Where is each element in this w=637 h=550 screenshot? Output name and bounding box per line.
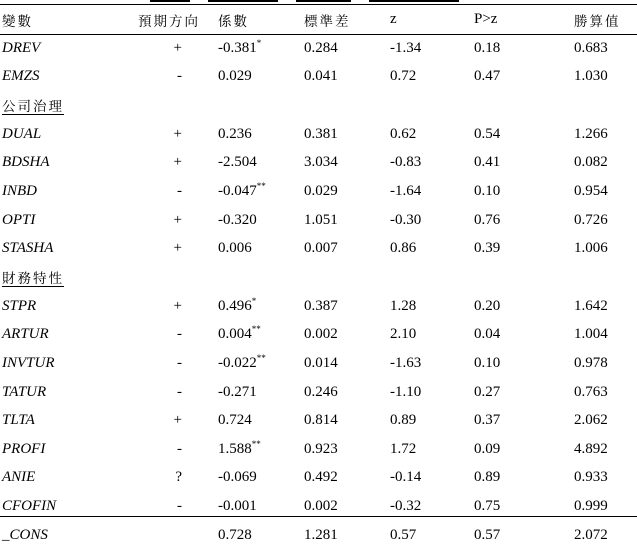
z-cell: 0.72 (390, 68, 417, 85)
p-value-cell: 0.76 (474, 211, 501, 228)
header-std-error: 標準差 (304, 13, 351, 30)
expected-sign-cell: + (173, 154, 182, 171)
coefficient-value: 0.029 (218, 68, 252, 85)
std-error-cell: 0.007 (304, 240, 338, 257)
z-cell: -1.63 (390, 354, 422, 371)
coefficient-cell (218, 320, 304, 349)
z-cell: 0.89 (390, 412, 417, 429)
significance-marker: ** (256, 352, 266, 363)
coefficient-cell (218, 120, 304, 149)
section-row (0, 263, 637, 292)
cropped-caption-remnant (150, 0, 490, 3)
odds-ratio-cell: 0.683 (574, 39, 608, 56)
expected-sign-cell: - (177, 440, 182, 457)
coefficient-value: -0.069 (218, 469, 257, 486)
std-error-cell: 0.284 (304, 39, 338, 56)
significance-marker: ** (251, 438, 261, 449)
table-row (0, 206, 637, 235)
std-error-cell: 0.002 (304, 326, 338, 343)
table-row (0, 521, 637, 550)
p-value-cell: 0.57 (474, 526, 501, 543)
std-error-cell: 0.002 (304, 498, 338, 515)
expected-sign-cell: + (173, 39, 182, 56)
variable-cell: ARTUR (2, 326, 49, 343)
p-value-cell: 0.41 (474, 154, 501, 171)
odds-ratio-cell: 0.082 (574, 154, 608, 171)
coefficient-cell (218, 349, 304, 378)
variable-cell: TLTA (2, 412, 35, 429)
z-cell: 1.28 (390, 297, 417, 314)
odds-ratio-cell: 1.266 (574, 125, 608, 142)
coefficient-cell (218, 177, 304, 206)
variable-cell: _CONS (2, 526, 48, 543)
variable-cell: STASHA (2, 240, 54, 257)
p-value-cell: 0.39 (474, 240, 501, 257)
coefficient-value: 0.728 (218, 526, 252, 543)
table-header-row (0, 5, 637, 34)
z-cell: 0.86 (390, 240, 417, 257)
section-label: 財務特性 (2, 270, 64, 287)
coefficient-cell (218, 435, 304, 464)
z-cell: 2.10 (390, 326, 417, 343)
coefficient-cell (218, 464, 304, 493)
coefficient-value: -0.001 (218, 498, 257, 515)
expected-sign-cell: - (177, 68, 182, 85)
coefficient-cell (218, 149, 304, 178)
std-error-cell: 0.014 (304, 354, 338, 371)
p-value-cell: 0.37 (474, 412, 501, 429)
expected-sign-cell: + (173, 297, 182, 314)
table-body (0, 34, 637, 550)
z-cell: -1.10 (390, 383, 422, 400)
z-cell: 1.72 (390, 440, 417, 457)
std-error-cell: 0.381 (304, 125, 338, 142)
p-value-cell: 0.75 (474, 498, 501, 515)
odds-ratio-cell: 2.072 (574, 526, 608, 543)
odds-ratio-cell: 1.006 (574, 240, 608, 257)
expected-sign-cell: - (177, 498, 182, 515)
odds-ratio-cell: 0.954 (574, 183, 608, 200)
expected-sign-cell (102, 521, 218, 550)
table-row (0, 464, 637, 493)
section-label: 公司治理 (2, 99, 64, 116)
std-error-cell: 3.034 (304, 154, 338, 171)
table-row (0, 320, 637, 349)
odds-ratio-cell: 1.030 (574, 68, 608, 85)
variable-cell: STPR (2, 297, 37, 314)
table-row (0, 378, 637, 407)
z-cell: -0.30 (390, 211, 422, 228)
coefficient-cell (218, 63, 304, 92)
odds-ratio-cell: 1.004 (574, 326, 608, 343)
significance-marker: * (256, 37, 262, 48)
std-error-cell: 1.281 (304, 526, 338, 543)
section-row (0, 91, 637, 120)
odds-ratio-cell: 0.933 (574, 469, 608, 486)
variable-cell: PROFI (2, 440, 46, 457)
header-variable: 變數 (2, 13, 33, 30)
variable-cell: EMZS (2, 68, 40, 85)
p-value-cell: 0.20 (474, 297, 501, 314)
expected-sign-cell: - (177, 183, 182, 200)
coefficient-cell (218, 234, 304, 263)
p-value-cell: 0.89 (474, 469, 501, 486)
variable-cell: DUAL (2, 125, 42, 142)
std-error-cell: 0.492 (304, 469, 338, 486)
header-expected-sign: 預期方向 (138, 13, 200, 30)
odds-ratio-cell: 0.763 (574, 383, 608, 400)
p-value-cell: 0.27 (474, 383, 501, 400)
z-cell: -1.34 (390, 39, 422, 56)
odds-ratio-cell: 0.978 (574, 354, 608, 371)
coefficient-value: -0.047 (218, 183, 257, 200)
variable-cell: TATUR (2, 383, 47, 400)
odds-ratio-cell: 2.062 (574, 412, 608, 429)
table-row (0, 63, 637, 92)
coefficient-cell (218, 292, 304, 321)
coefficient-value: 0.006 (218, 240, 252, 257)
table-row (0, 177, 637, 206)
coefficient-cell (218, 378, 304, 407)
z-cell: 0.62 (390, 125, 417, 142)
p-value-cell: 0.10 (474, 354, 501, 371)
table-row (0, 292, 637, 321)
z-cell: -0.32 (390, 498, 422, 515)
p-value-cell: 0.10 (474, 183, 501, 200)
table-bottom-rule (0, 516, 637, 517)
coefficient-cell (218, 206, 304, 235)
regression-results-table (0, 5, 637, 550)
table-row (0, 234, 637, 263)
std-error-cell: 0.041 (304, 68, 338, 85)
coefficient-value: -0.022 (218, 354, 257, 371)
table-row (0, 349, 637, 378)
coefficient-value: -0.320 (218, 211, 257, 228)
z-cell: -0.14 (390, 469, 422, 486)
p-value-cell: 0.04 (474, 326, 501, 343)
expected-sign-cell: + (173, 240, 182, 257)
z-cell: -1.64 (390, 183, 422, 200)
odds-ratio-cell: 4.892 (574, 440, 608, 457)
expected-sign-cell: ? (175, 469, 182, 486)
expected-sign-cell: - (177, 354, 182, 371)
p-value-cell: 0.47 (474, 68, 501, 85)
variable-cell: CFOFIN (2, 498, 57, 515)
std-error-cell: 1.051 (304, 211, 338, 228)
p-value-cell: 0.18 (474, 39, 501, 56)
z-cell: 0.57 (390, 526, 417, 543)
odds-ratio-cell: 0.999 (574, 498, 608, 515)
header-p-value: P>z (474, 11, 498, 27)
significance-marker: * (251, 295, 257, 306)
table-row (0, 34, 637, 63)
coefficient-value: 0.004 (218, 326, 252, 343)
variable-cell: ANIE (2, 469, 36, 486)
variable-cell: OPTI (2, 211, 36, 228)
significance-marker: ** (256, 181, 266, 192)
coefficient-value: 1.588 (218, 440, 252, 457)
std-error-cell: 0.923 (304, 440, 338, 457)
std-error-cell: 0.387 (304, 297, 338, 314)
expected-sign-cell: + (173, 125, 182, 142)
variable-cell: BDSHA (2, 154, 50, 171)
std-error-cell: 0.814 (304, 412, 338, 429)
expected-sign-cell: - (177, 383, 182, 400)
expected-sign-cell: + (173, 412, 182, 429)
table-row (0, 120, 637, 149)
table-row (0, 435, 637, 464)
p-value-cell: 0.54 (474, 125, 501, 142)
expected-sign-cell: - (177, 326, 182, 343)
coefficient-cell (218, 521, 304, 550)
odds-ratio-cell: 1.642 (574, 297, 608, 314)
coefficient-value: 0.496 (218, 297, 252, 314)
coefficient-value: 0.724 (218, 412, 252, 429)
std-error-cell: 0.246 (304, 383, 338, 400)
header-coefficient: 係數 (218, 13, 249, 30)
expected-sign-cell: + (173, 211, 182, 228)
variable-cell: INBD (2, 183, 37, 200)
coefficient-value: -2.504 (218, 154, 257, 171)
coefficient-cell (218, 34, 304, 63)
z-cell: -0.83 (390, 154, 422, 171)
significance-marker: ** (251, 324, 261, 335)
odds-ratio-cell: 0.726 (574, 211, 608, 228)
coefficient-value: -0.271 (218, 383, 257, 400)
std-error-cell: 0.029 (304, 183, 338, 200)
variable-cell: DREV (2, 39, 41, 56)
header-odds-ratio: 勝算值 (574, 13, 621, 30)
table-row (0, 406, 637, 435)
table-row (0, 149, 637, 178)
coefficient-cell (218, 406, 304, 435)
coefficient-value: -0.381 (218, 39, 257, 56)
variable-cell: INVTUR (2, 354, 55, 371)
coefficient-value: 0.236 (218, 125, 252, 142)
p-value-cell: 0.09 (474, 440, 501, 457)
header-z: z (390, 11, 397, 27)
